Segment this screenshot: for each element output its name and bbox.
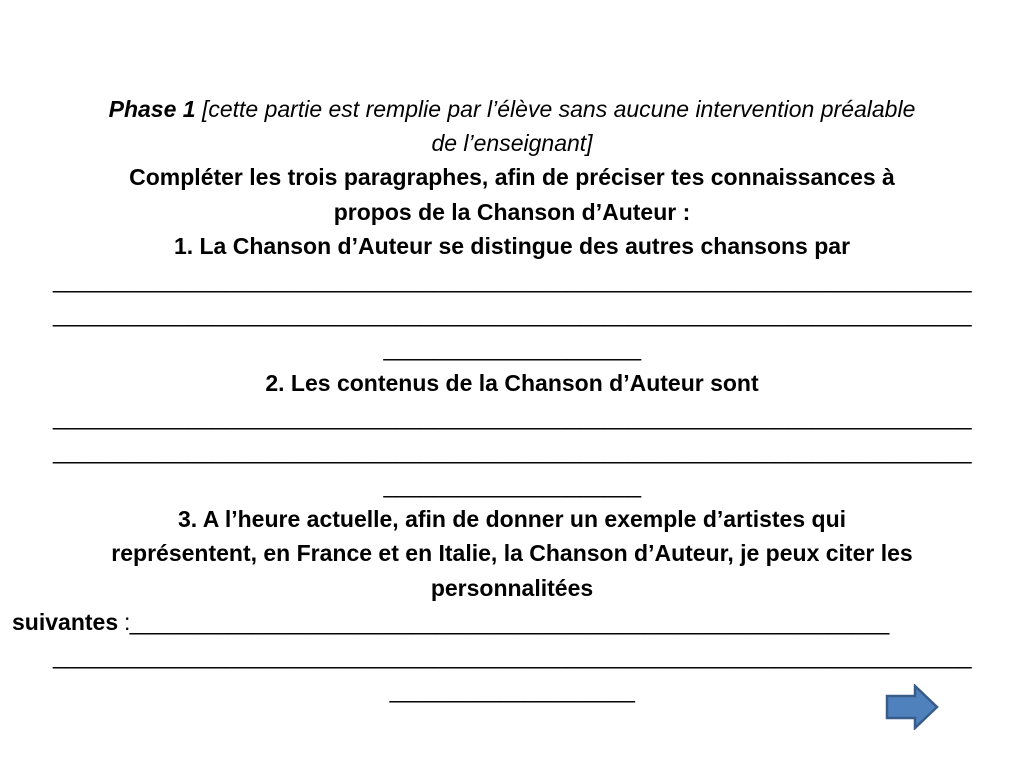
- worksheet-content: [8, 92, 1016, 707]
- question-1: 1. La Chanson d’Auteur se distingue des autres chansons par: [173, 232, 851, 259]
- answer-1-line-1[interactable]: ___________________________________________________________________________: [52, 266, 972, 293]
- answer-3-line-2[interactable]: ___________________________________________________________________________: [52, 643, 972, 669]
- answer-1-line-3[interactable]: _____________________: [383, 335, 641, 362]
- right-arrow-icon: [885, 684, 939, 730]
- question-3-line-3: personnalitées: [430, 574, 594, 601]
- question-3-answer-line[interactable]: [8, 605, 1016, 639]
- instruction-line-2: propos de la Chanson d’Auteur :: [333, 198, 691, 225]
- phase-note-line-1: [cette partie est remplie par l’élève sans aucune intervention préalable: [195, 96, 916, 122]
- question-2: 2. Les contenus de la Chanson d’Auteur sont: [265, 369, 759, 396]
- answer-1-line-2[interactable]: ___________________________________________________________________________: [52, 301, 972, 328]
- answer-3-line-1[interactable]: ______________________________________________________________: [129, 608, 889, 635]
- arrow-shape: [887, 686, 937, 728]
- answer-3-line-3[interactable]: ____________________: [389, 677, 635, 704]
- question-3-line-2: représentent, en France et en Italie, la Chanson d’Auteur, je peux citer les: [111, 540, 913, 567]
- phase-heading: [8, 92, 1016, 126]
- question-3-line-1: 3. A l’heure actuelle, afin de donner un exemple d’artistes qui: [177, 506, 847, 533]
- phase-label: Phase 1: [108, 96, 196, 122]
- suivantes-colon: :: [118, 608, 130, 635]
- answer-2-line-1[interactable]: ___________________________________________________________________________: [52, 403, 972, 430]
- instruction-line-1: Compléter les trois paragraphes, afin de préciser tes connaissances à: [129, 164, 895, 191]
- answer-2-line-2[interactable]: ___________________________________________________________________________: [52, 437, 972, 464]
- next-slide-button[interactable]: [885, 684, 939, 730]
- suivantes-word: suivantes: [12, 608, 119, 635]
- phase-note-line-2: de l’enseignant]: [431, 130, 593, 157]
- answer-2-line-3[interactable]: _____________________: [383, 472, 641, 499]
